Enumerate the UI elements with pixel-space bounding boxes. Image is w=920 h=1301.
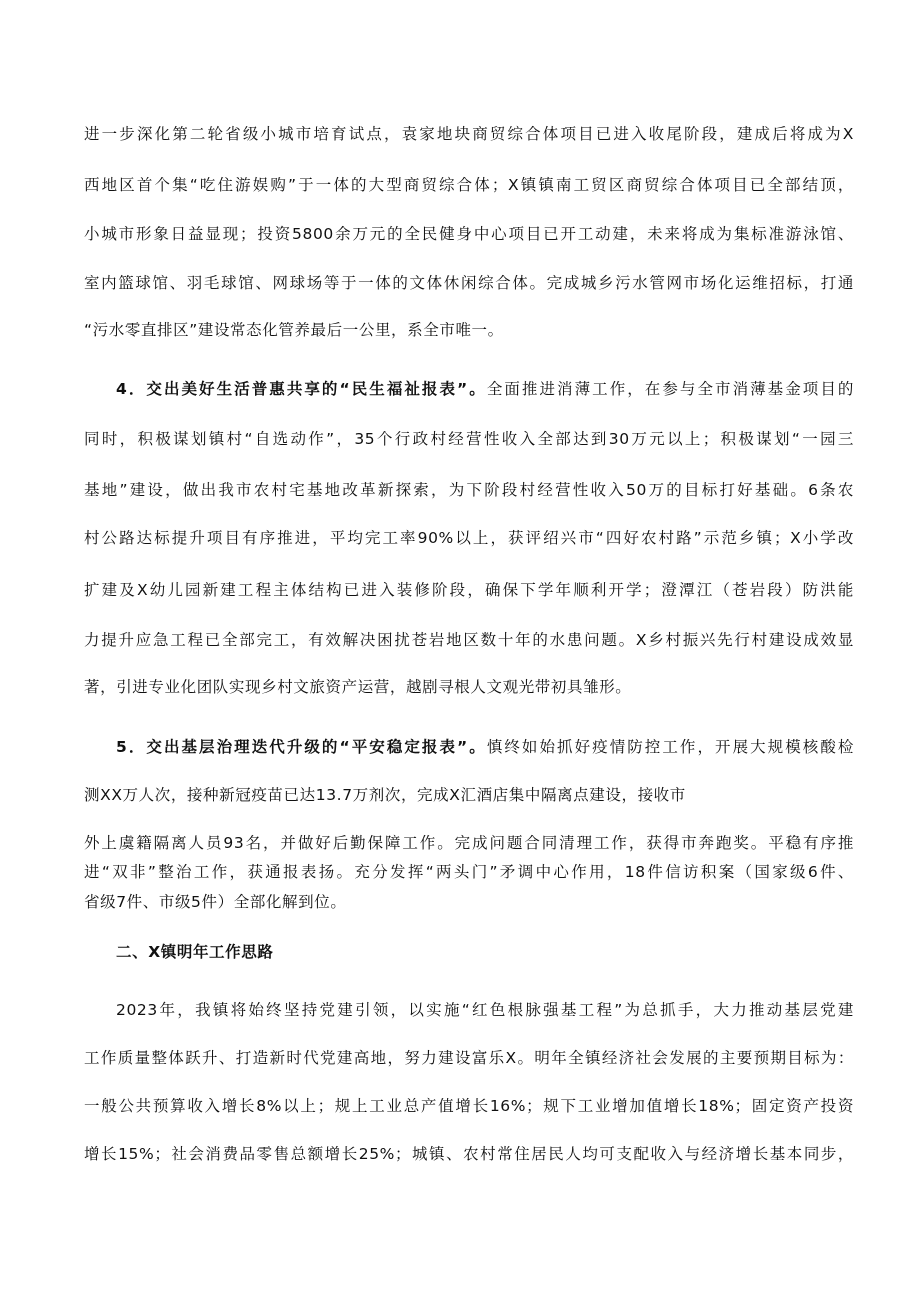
paragraph-line: 著，引进专业化团队实现乡村文旅资产运营，越剧寻根人文观光带初具雏形。 xyxy=(84,678,632,696)
section-5-title: 5．交出基层治理迭代升级的“平安稳定报表”。 xyxy=(116,738,487,756)
section-4-title: 4．交出美好生活普惠共享的“民生福祉报表”。 xyxy=(116,380,487,398)
paragraph-line: 西地区首个集“吃住游娱购”于一体的大型商贸综合体；X镇镇南工贸区商贸综合体项目已全部结顶， xyxy=(84,176,854,194)
section-5-first-line xyxy=(116,737,854,757)
paragraph-line: 外上虞籍隔离人员93名，并做好后勤保障工作。完成问题合同清理工作，获得市奔跑奖。平稳有序推 xyxy=(84,834,854,852)
section-heading: 二、X镇明年工作思路 xyxy=(116,943,274,961)
paragraph-line: 室内篮球馆、羽毛球馆、网球场等于一体的文体休闲综合体。完成城乡污水管网市场化运维招标，打通 xyxy=(84,274,854,292)
paragraph-line: 一般公共预算收入增长8%以上；规上工业总产值增长16%；规下工业增加值增长18%；固定资产投资 xyxy=(84,1097,854,1115)
paragraph-line: “污水零直排区”建设常态化管养最后一公里，系全市唯一。 xyxy=(84,321,504,339)
paragraph-line: 增长15%；社会消费品零售总额增长25%；城镇、农村常住居民人均可支配收入与经济增长基本同步， xyxy=(84,1145,854,1163)
paragraph-line: 力提升应急工程已全部完工，有效解决困扰苍岩地区数十年的水患问题。X乡村振兴先行村建设成效显 xyxy=(84,631,854,649)
paragraph-line: 扩建及X幼儿园新建工程主体结构已进入装修阶段，确保下学年顺利开学；澄潭江（苍岩段）防洪能 xyxy=(84,581,854,599)
section-5-text: 慎终如始抓好疫情防控工作，开展大规模核酸检 xyxy=(486,738,854,756)
paragraph-line: 测XX万人次，接种新冠疫苗已达13.7万剂次，完成X汇酒店集中隔离点建设，接收市 xyxy=(84,786,686,804)
paragraph-line: 进一步深化第二轮省级小城市培育试点，袁家地块商贸综合体项目已进入收尾阶段，建成后将成为X xyxy=(84,125,854,143)
paragraph-line: 基地”建设，做出我市农村宅基地改革新探索，为下阶段村经营性收入50万的目标打好基础。6条农 xyxy=(84,481,854,499)
paragraph-line: 同时，积极谋划镇村“自选动作”，35个行政村经营性收入全部达到30万元以上；积极谋划“一园三 xyxy=(84,430,854,448)
paragraph-line: 2023年，我镇将始终坚持党建引领，以实施“红色根脉强基工程”为总抓手，大力推动基层党建 xyxy=(116,1001,854,1019)
section-4-text: 全面推进消薄工作，在参与全市消薄基金项目的 xyxy=(486,380,854,398)
section-4-first-line xyxy=(116,379,854,399)
paragraph-line: 进“双非”整治工作，获通报表扬。充分发挥“两头门”矛调中心作用，18件信访积案（国家级6件、 xyxy=(84,863,854,881)
paragraph-line: 村公路达标提升项目有序推进，平均完工率90%以上，获评绍兴市“四好农村路”示范乡镇；X小学改 xyxy=(84,529,854,547)
paragraph-line: 工作质量整体跃升、打造新时代党建高地，努力建设富乐X。明年全镇经济社会发展的主要预期目标为： xyxy=(84,1049,854,1067)
paragraph-line: 省级7件、市级5件）全部化解到位。 xyxy=(84,893,347,911)
paragraph-line: 小城市形象日益显现；投资5800余万元的全民健身中心项目已开工动建，未来将成为集标准游泳馆、 xyxy=(84,225,854,243)
